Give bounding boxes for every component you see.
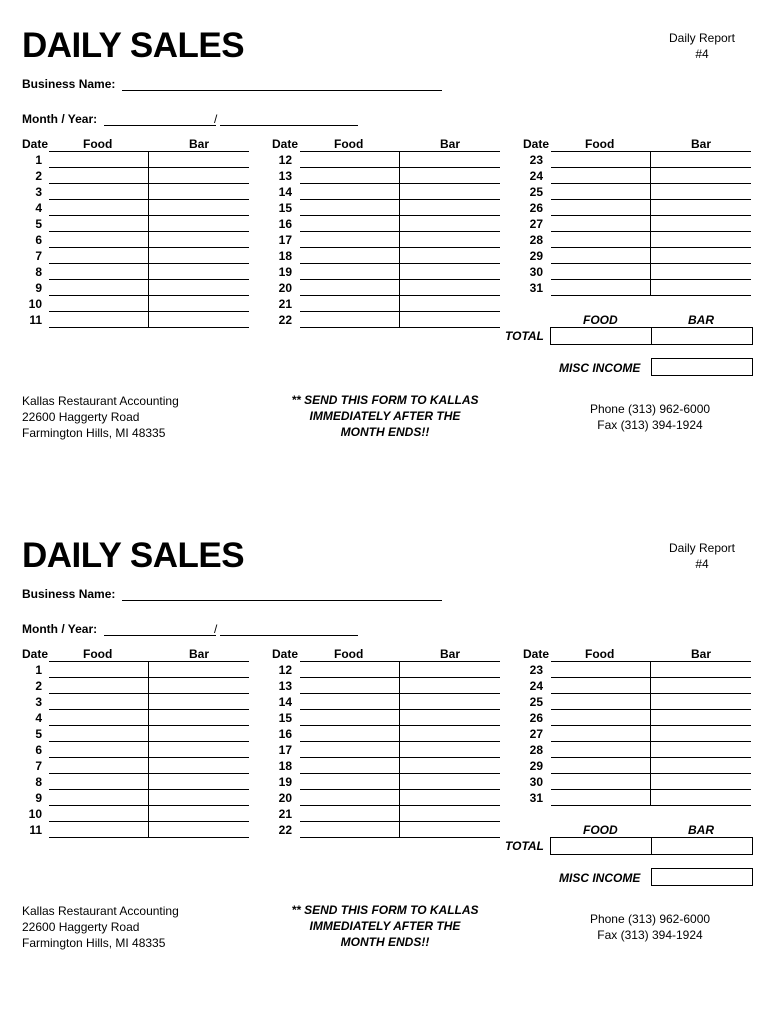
food-entry-field[interactable]	[49, 710, 149, 726]
food-entry-field[interactable]	[551, 662, 651, 678]
contact-info	[560, 911, 740, 943]
bar-entry-field[interactable]	[651, 280, 751, 296]
bar-entry-field[interactable]	[149, 742, 249, 758]
address-line-2: 22600 Haggerty Road	[22, 410, 140, 424]
bar-header: Bar	[189, 137, 210, 151]
food-entry-field[interactable]	[551, 678, 651, 694]
date-number: 24	[529, 169, 543, 183]
bar-entry-field[interactable]	[149, 296, 249, 312]
bar-entry-field[interactable]	[400, 806, 500, 822]
date-number: 2	[35, 169, 42, 183]
date-number: 7	[35, 759, 42, 773]
report-label-text: Daily Report	[668, 541, 736, 555]
address-line-1: Kallas Restaurant Accounting	[22, 394, 179, 408]
food-header: Food	[585, 647, 615, 661]
date-number: 12	[278, 663, 292, 677]
date-number: 8	[35, 265, 42, 279]
total-label: TOTAL	[505, 329, 544, 343]
report-label-text: Daily Report	[668, 31, 736, 45]
food-entry-field[interactable]	[49, 678, 149, 694]
food-entry-field[interactable]	[49, 806, 149, 822]
food-entry-field[interactable]	[300, 822, 400, 838]
bar-entry-field[interactable]	[149, 248, 249, 264]
food-total-field[interactable]	[550, 837, 652, 855]
food-entry-field[interactable]	[300, 200, 400, 216]
daily-report-label	[660, 540, 744, 572]
bar-entry-field[interactable]	[651, 790, 751, 806]
notice-line-1: ** SEND THIS FORM TO KALLAS	[291, 903, 479, 917]
date-number: 11	[29, 313, 42, 327]
food-entry-field[interactable]	[300, 152, 400, 168]
misc-income-field[interactable]	[651, 358, 753, 376]
bar-entry-field[interactable]	[400, 168, 500, 184]
bar-entry-field[interactable]	[651, 248, 751, 264]
bar-entry-field[interactable]	[651, 710, 751, 726]
bar-entry-field[interactable]	[149, 232, 249, 248]
send-notice	[270, 902, 500, 950]
food-entry-field[interactable]	[300, 742, 400, 758]
bar-entry-field[interactable]	[400, 758, 500, 774]
bar-entry-field[interactable]	[149, 726, 249, 742]
food-entry-field[interactable]	[551, 152, 651, 168]
date-number: 24	[529, 679, 543, 693]
date-number: 5	[35, 727, 42, 741]
date-number: 26	[529, 711, 543, 725]
bar-entry-field[interactable]	[149, 200, 249, 216]
misc-income-label: MISC INCOME	[559, 871, 641, 885]
bar-entry-field[interactable]	[400, 694, 500, 710]
daily-sales-form-2	[0, 510, 770, 980]
date-number: 23	[529, 153, 543, 167]
address-line-2: 22600 Haggerty Road	[22, 920, 140, 934]
bar-header: Bar	[440, 647, 461, 661]
send-notice	[270, 392, 500, 440]
bar-entry-field[interactable]	[651, 184, 751, 200]
bar-total-label: BAR	[688, 823, 714, 837]
bar-entry-field[interactable]	[149, 168, 249, 184]
date-number: 14	[278, 695, 292, 709]
bar-entry-field[interactable]	[400, 216, 500, 232]
notice-line-2: IMMEDIATELY AFTER THE	[309, 919, 461, 933]
bar-entry-field[interactable]	[149, 152, 249, 168]
bar-entry-field[interactable]	[651, 264, 751, 280]
food-entry-field[interactable]	[49, 726, 149, 742]
bar-entry-field[interactable]	[651, 216, 751, 232]
bar-entry-field[interactable]	[149, 216, 249, 232]
business-name-label: Business Name:	[22, 77, 116, 91]
food-header: Food	[585, 137, 615, 151]
food-entry-field[interactable]	[49, 822, 149, 838]
bar-entry-field[interactable]	[651, 758, 751, 774]
report-number: #4	[695, 47, 709, 61]
address-line-3: Farmington Hills, MI 48335	[22, 936, 166, 950]
food-entry-field[interactable]	[300, 662, 400, 678]
bar-entry-field[interactable]	[651, 232, 751, 248]
total-label: TOTAL	[505, 839, 544, 853]
address-line-3: Farmington Hills, MI 48335	[22, 426, 166, 440]
date-header: Date	[272, 137, 299, 151]
food-entry-field[interactable]	[49, 248, 149, 264]
bar-entry-field[interactable]	[149, 280, 249, 296]
bar-entry-field[interactable]	[149, 774, 249, 790]
business-name-label: Business Name:	[22, 587, 116, 601]
bar-header: Bar	[189, 647, 210, 661]
date-number: 17	[278, 233, 292, 247]
food-header: Food	[83, 137, 113, 151]
food-entry-field[interactable]	[300, 790, 400, 806]
bar-entry-field[interactable]	[400, 248, 500, 264]
food-entry-field[interactable]	[300, 296, 400, 312]
food-entry-field[interactable]	[300, 232, 400, 248]
bar-entry-field[interactable]	[149, 184, 249, 200]
bar-entry-field[interactable]	[149, 662, 249, 678]
fax-number: Fax (313) 394-1924	[597, 928, 703, 942]
bar-header: Bar	[691, 137, 712, 151]
food-entry-field[interactable]	[300, 758, 400, 774]
food-entry-field[interactable]	[49, 168, 149, 184]
bar-entry-field[interactable]	[651, 662, 751, 678]
month-field[interactable]	[104, 621, 216, 636]
accounting-address	[22, 903, 179, 951]
food-entry-field[interactable]	[300, 280, 400, 296]
fax-number: Fax (313) 394-1924	[597, 418, 703, 432]
daily-report-label	[660, 30, 744, 62]
date-number: 9	[35, 791, 42, 805]
food-entry-field[interactable]	[300, 312, 400, 328]
bar-entry-field[interactable]	[400, 184, 500, 200]
date-header: Date	[22, 647, 49, 661]
date-number: 21	[278, 807, 292, 821]
food-entry-field[interactable]	[551, 790, 651, 806]
date-number: 22	[278, 313, 292, 327]
date-number: 10	[28, 297, 42, 311]
food-entry-field[interactable]	[49, 742, 149, 758]
date-number: 18	[278, 249, 292, 263]
business-name-field[interactable]	[122, 586, 442, 601]
date-number: 2	[35, 679, 42, 693]
food-header: Food	[334, 647, 364, 661]
food-total-field[interactable]	[550, 327, 652, 345]
food-entry-field[interactable]	[49, 216, 149, 232]
food-entry-field[interactable]	[300, 168, 400, 184]
bar-entry-field[interactable]	[400, 152, 500, 168]
date-number: 1	[35, 663, 42, 677]
bar-entry-field[interactable]	[149, 678, 249, 694]
food-entry-field[interactable]	[49, 264, 149, 280]
date-header: Date	[523, 137, 550, 151]
date-number: 7	[35, 249, 42, 263]
date-number: 25	[529, 185, 543, 199]
year-field[interactable]	[220, 621, 358, 636]
bar-header: Bar	[440, 137, 461, 151]
bar-entry-field[interactable]	[149, 710, 249, 726]
bar-entry-field[interactable]	[400, 232, 500, 248]
bar-entry-field[interactable]	[651, 694, 751, 710]
food-entry-field[interactable]	[49, 758, 149, 774]
food-entry-field[interactable]	[551, 758, 651, 774]
food-header: Food	[334, 137, 364, 151]
form-title: DAILY SALES	[22, 26, 245, 65]
bar-entry-field[interactable]	[651, 678, 751, 694]
date-number: 20	[278, 791, 292, 805]
date-header: Date	[272, 647, 299, 661]
food-entry-field[interactable]	[551, 710, 651, 726]
date-number: 25	[529, 695, 543, 709]
date-number: 27	[529, 217, 543, 231]
bar-header: Bar	[691, 647, 712, 661]
food-entry-field[interactable]	[300, 184, 400, 200]
date-number: 20	[278, 281, 292, 295]
bar-entry-field[interactable]	[651, 742, 751, 758]
notice-line-2: IMMEDIATELY AFTER THE	[309, 409, 461, 423]
date-number: 28	[529, 743, 543, 757]
food-entry-field[interactable]	[551, 694, 651, 710]
notice-line-3: MONTH ENDS!!	[340, 935, 430, 949]
food-entry-field[interactable]	[551, 264, 651, 280]
date-number: 4	[35, 201, 42, 215]
food-total-label: FOOD	[583, 823, 618, 837]
food-entry-field[interactable]	[49, 774, 149, 790]
food-entry-field[interactable]	[551, 200, 651, 216]
date-number: 1	[35, 153, 42, 167]
date-number: 13	[278, 169, 292, 183]
bar-entry-field[interactable]	[149, 312, 249, 328]
notice-line-1: ** SEND THIS FORM TO KALLAS	[291, 393, 479, 407]
date-number: 8	[35, 775, 42, 789]
food-entry-field[interactable]	[300, 264, 400, 280]
bar-entry-field[interactable]	[400, 662, 500, 678]
date-number: 29	[529, 759, 543, 773]
date-number: 28	[529, 233, 543, 247]
bar-entry-field[interactable]	[651, 168, 751, 184]
food-entry-field[interactable]	[49, 152, 149, 168]
date-number: 13	[278, 679, 292, 693]
food-entry-field[interactable]	[49, 694, 149, 710]
bar-entry-field[interactable]	[400, 742, 500, 758]
food-entry-field[interactable]	[49, 312, 149, 328]
food-header: Food	[83, 647, 113, 661]
bar-entry-field[interactable]	[400, 296, 500, 312]
month-year-label: Month / Year:	[22, 622, 98, 636]
food-entry-field[interactable]	[300, 248, 400, 264]
date-number: 18	[278, 759, 292, 773]
date-number: 21	[278, 297, 292, 311]
month-year-label: Month / Year:	[22, 112, 98, 126]
notice-line-3: MONTH ENDS!!	[340, 425, 430, 439]
food-entry-field[interactable]	[49, 662, 149, 678]
date-number: 4	[35, 711, 42, 725]
date-number: 30	[529, 775, 543, 789]
date-number: 12	[278, 153, 292, 167]
bar-entry-field[interactable]	[400, 200, 500, 216]
food-entry-field[interactable]	[551, 742, 651, 758]
address-line-1: Kallas Restaurant Accounting	[22, 904, 179, 918]
food-entry-field[interactable]	[49, 184, 149, 200]
food-entry-field[interactable]	[551, 280, 651, 296]
food-entry-field[interactable]	[300, 806, 400, 822]
food-entry-field[interactable]	[551, 774, 651, 790]
bar-total-field[interactable]	[651, 837, 753, 855]
date-number: 30	[529, 265, 543, 279]
bar-entry-field[interactable]	[400, 678, 500, 694]
contact-info	[560, 401, 740, 433]
bar-entry-field[interactable]	[400, 726, 500, 742]
bar-entry-field[interactable]	[149, 264, 249, 280]
date-number: 11	[29, 823, 42, 837]
date-number: 19	[278, 775, 292, 789]
bar-entry-field[interactable]	[651, 774, 751, 790]
date-number: 19	[278, 265, 292, 279]
bar-entry-field[interactable]	[400, 280, 500, 296]
date-number: 23	[529, 663, 543, 677]
date-number: 16	[278, 727, 292, 741]
food-entry-field[interactable]	[300, 216, 400, 232]
date-number: 5	[35, 217, 42, 231]
date-number: 26	[529, 201, 543, 215]
bar-entry-field[interactable]	[149, 758, 249, 774]
food-entry-field[interactable]	[49, 232, 149, 248]
food-entry-field[interactable]	[49, 280, 149, 296]
bar-entry-field[interactable]	[400, 822, 500, 838]
misc-income-field[interactable]	[651, 868, 753, 886]
date-number: 3	[35, 695, 42, 709]
date-number: 16	[278, 217, 292, 231]
food-total-label: FOOD	[583, 313, 618, 327]
bar-entry-field[interactable]	[651, 726, 751, 742]
business-name-field[interactable]	[122, 76, 442, 91]
food-entry-field[interactable]	[300, 678, 400, 694]
date-header: Date	[523, 647, 550, 661]
food-entry-field[interactable]	[551, 216, 651, 232]
food-entry-field[interactable]	[49, 790, 149, 806]
bar-entry-field[interactable]	[400, 312, 500, 328]
month-year-separator: /	[214, 622, 218, 636]
date-number: 31	[529, 281, 543, 295]
food-entry-field[interactable]	[300, 726, 400, 742]
bar-entry-field[interactable]	[149, 806, 249, 822]
bar-entry-field[interactable]	[149, 790, 249, 806]
bar-entry-field[interactable]	[149, 822, 249, 838]
bar-entry-field[interactable]	[400, 710, 500, 726]
bar-entry-field[interactable]	[400, 790, 500, 806]
bar-entry-field[interactable]	[651, 152, 751, 168]
month-field[interactable]	[104, 111, 216, 126]
month-year-separator: /	[214, 112, 218, 126]
date-number: 15	[278, 711, 292, 725]
bar-entry-field[interactable]	[400, 264, 500, 280]
report-number: #4	[695, 557, 709, 571]
bar-entry-field[interactable]	[400, 774, 500, 790]
food-entry-field[interactable]	[49, 200, 149, 216]
bar-entry-field[interactable]	[149, 694, 249, 710]
date-number: 3	[35, 185, 42, 199]
date-number: 29	[529, 249, 543, 263]
date-number: 6	[35, 743, 42, 757]
bar-entry-field[interactable]	[651, 200, 751, 216]
food-entry-field[interactable]	[300, 710, 400, 726]
date-number: 22	[278, 823, 292, 837]
food-entry-field[interactable]	[551, 184, 651, 200]
phone-number: Phone (313) 962-6000	[589, 912, 711, 926]
date-number: 31	[529, 791, 543, 805]
food-entry-field[interactable]	[300, 694, 400, 710]
food-entry-field[interactable]	[300, 774, 400, 790]
date-number: 6	[35, 233, 42, 247]
form-title: DAILY SALES	[22, 536, 245, 575]
date-number: 17	[278, 743, 292, 757]
food-entry-field[interactable]	[551, 726, 651, 742]
food-entry-field[interactable]	[551, 232, 651, 248]
bar-total-label: BAR	[688, 313, 714, 327]
daily-sales-form-1	[0, 0, 770, 470]
date-number: 10	[28, 807, 42, 821]
misc-income-label: MISC INCOME	[559, 361, 641, 375]
date-header: Date	[22, 137, 49, 151]
phone-number: Phone (313) 962-6000	[589, 402, 711, 416]
food-entry-field[interactable]	[551, 248, 651, 264]
date-number: 15	[278, 201, 292, 215]
year-field[interactable]	[220, 111, 358, 126]
food-entry-field[interactable]	[551, 168, 651, 184]
accounting-address	[22, 393, 179, 441]
date-number: 9	[35, 281, 42, 295]
food-entry-field[interactable]	[49, 296, 149, 312]
date-number: 27	[529, 727, 543, 741]
bar-total-field[interactable]	[651, 327, 753, 345]
date-number: 14	[278, 185, 292, 199]
